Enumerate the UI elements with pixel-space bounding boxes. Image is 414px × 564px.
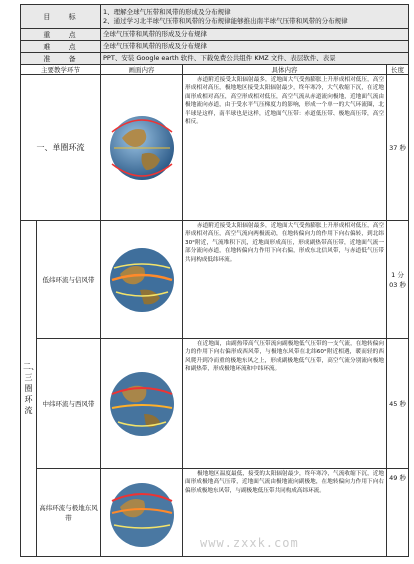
column-header-duration: 长度 <box>387 65 409 75</box>
section-title: 二、三圈环流 <box>21 221 37 557</box>
column-header-stage: 主要教学环节 <box>21 65 101 75</box>
goal-row <box>21 5 409 29</box>
globe-mid-latitude-icon <box>104 362 180 446</box>
goal-line: 1、理解全球气压带和风带的形成及分布规律 <box>103 7 231 16</box>
key-value: 全球气压带和风带的形成及分布规律 <box>101 29 409 41</box>
prep-value: PPT、安装 Google earth 软件、下载免费公共组件 KMZ 文件、表层软件、表景 <box>101 53 409 65</box>
globe-high-latitude-icon <box>104 473 180 553</box>
difficulty-value: 全球气压带和风带的形成及分布规律 <box>101 41 409 53</box>
lesson-plan-table <box>20 4 409 557</box>
table-row <box>21 221 409 339</box>
globe-single-cell-icon <box>104 108 180 188</box>
column-header-content: 具体内容 <box>183 65 387 75</box>
table-row <box>21 339 409 469</box>
table-row <box>21 75 409 221</box>
prep-label: 准 备 <box>21 53 101 65</box>
duration-cell: 1 分 03 秒 <box>387 221 409 339</box>
prep-row <box>21 53 409 65</box>
content-cell: 极地地区温度最低，接受的太阳辐射最少，终年寒冷，气流收缩下沉，近地面形成极地高气压带，近地面气流由极地流向副极地，在地转偏向力作用下向右偏形成极地东风带，与副极地低压带共同构成高纬环流。 <box>183 469 387 557</box>
column-header-image: 画面内容 <box>101 65 183 75</box>
globe-figure <box>101 469 183 557</box>
duration-cell: 49 秒 <box>387 469 409 557</box>
goal-value <box>101 5 409 29</box>
goal-line: 2、通过学习北半球气压带和风带的分布规律能够推出南半球气压带和风带的分布规律 <box>103 16 348 25</box>
watermark: www.zxxk.com <box>200 536 299 550</box>
duration-cell: 45 秒 <box>387 339 409 469</box>
duration-cell: 37 秒 <box>387 75 409 221</box>
globe-low-latitude-icon <box>104 240 180 320</box>
section-title: 一、单圈环流 <box>21 75 101 221</box>
content-cell: 赤道附近接受太阳辐射最多，近地面大气受热膨胀上升形成相对低压，高空形成相对高压，高空气流向两极流动，在地转偏向力的作用下向右偏转，到北纬30°附近，气流堆积下沉，近地面形成高压，形成副热带高压带，近地面气流一部分流向赤道，在地转偏向力作用下向右偏，形成东北信风带，与赤道低气压带共同构成低纬环流。 <box>183 221 387 339</box>
content-cell: 在近地面，由副热带高气压带流向副极地低气压带的一支气流，在地转偏向力的作用下向右偏形成西风带，与极地东风带在北纬60°附近相遇，暖而轻的西风爬升到冷而重的极地东风之上，形成副极地低气压带，高空气流分别流向极地和副热带，形成极地环流和中纬环流。 <box>183 339 387 469</box>
key-label: 重 点 <box>21 29 101 41</box>
lesson-plan-page <box>20 4 408 557</box>
key-row <box>21 29 409 41</box>
subsection-title: 中纬环流与西风带 <box>37 339 101 469</box>
content-cell: 赤道附近接受太阳辐射最多，近地面大气受热膨胀上升形成相对低压，高空形成相对高压，极地地区接受太阳辐射最少，终年寒冷，大气收缩下沉，在近地面形成相对高压，高空形成相对低压，高空气流从赤道流向极地，近地面气流由极地流向赤道，由于受水平气压梯度力的影响，形成一个单一的大气环流圈，北半球是这样，南半球也是这样，近地面气压带：赤道低压带、极地高压带，高空相反。 <box>183 75 387 221</box>
globe-figure <box>101 221 183 339</box>
globe-figure <box>101 75 183 221</box>
globe-figure <box>101 339 183 469</box>
column-header-row <box>21 65 409 75</box>
difficulty-label: 难 点 <box>21 41 101 53</box>
goal-label: 目 标 <box>21 5 101 29</box>
difficulty-row <box>21 41 409 53</box>
subsection-title: 高纬环流与极地东风带 <box>37 469 101 557</box>
subsection-title: 低纬环流与信风带 <box>37 221 101 339</box>
